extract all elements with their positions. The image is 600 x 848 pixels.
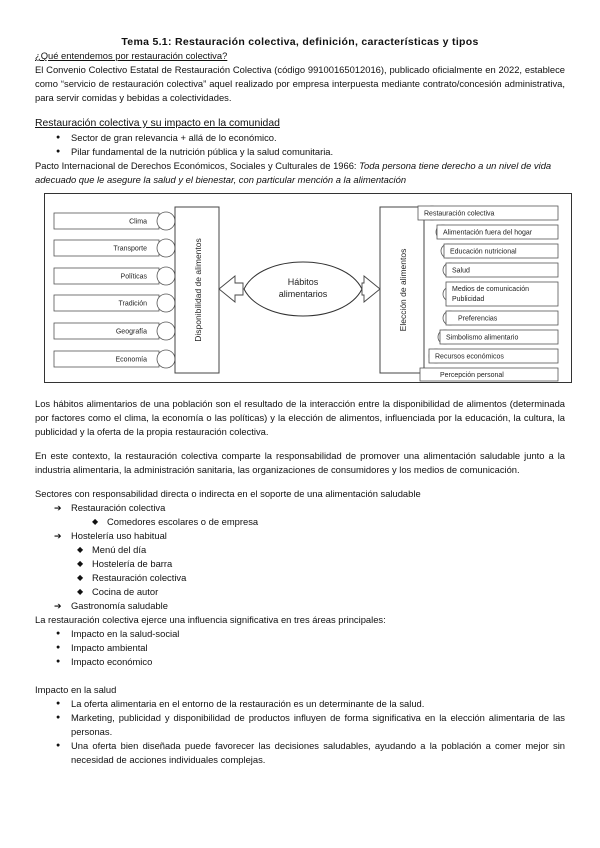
right-factor-label: Medios de comunicación <box>452 286 530 293</box>
document-page <box>35 36 565 767</box>
list-item: ➔ Gastronomía saludable <box>35 599 565 613</box>
pacto-paragraph <box>35 159 565 187</box>
salud-list <box>35 697 565 767</box>
right-factor-recursos <box>429 349 558 363</box>
list-item: ◆ Menú del día <box>35 543 565 557</box>
right-factor-medios <box>443 282 558 306</box>
sectores-list <box>35 501 565 613</box>
right-factor-label: Simbolismo alimentario <box>446 334 519 342</box>
list-item: ➔ Restauración colectiva <box>35 501 565 515</box>
list-item: ◆ Hostelería de barra <box>35 557 565 571</box>
list-item: ◆ Comedores escolares o de empresa <box>35 515 565 529</box>
right-factor-educacion <box>441 244 558 258</box>
question-heading: ¿Qué entendemos por restauración colectiva? <box>35 50 228 61</box>
center-label-line1: Hábitos <box>287 277 319 287</box>
right-factor-label: Restauración colectiva <box>424 210 495 218</box>
list-item: ● Marketing, publicidad y disponibilidad de productos influyen de forma significativa en la elección alimentaria de las personas. <box>35 711 565 739</box>
pacto-quote: Toda persona tiene derecho a un nivel de vida adecuado que le asegure la salud y el bienestar, con particular mención a la alimentación <box>35 160 552 185</box>
section-heading-impacto-comunidad: Restauración colectiva y su impacto en la comunidad <box>35 118 280 129</box>
left-factor-clima <box>54 212 175 230</box>
left-factor-label: Tradición <box>118 300 147 308</box>
left-factor-geografia <box>54 322 175 340</box>
influencia-lead: La restauración colectiva ejerce una influencia significativa en tres áreas principales: <box>35 614 386 625</box>
right-factor-percepcion <box>420 368 558 381</box>
list-item: ● Impacto económico <box>35 655 565 669</box>
left-pillar-title: Disponibilidad de alimentos <box>193 238 203 342</box>
right-factor-preferencias <box>443 311 558 325</box>
pacto-lead: Pacto Internacional de Derechos Económicos, Sociales y Culturales de 1966: <box>35 160 360 171</box>
left-factor-transporte <box>54 239 175 257</box>
right-factor-label: Alimentación fuera del hogar <box>443 229 533 237</box>
list-item: ➔ Hostelería uso habitual <box>35 529 565 543</box>
right-factor-salud <box>443 263 558 277</box>
list-item: ◆ Cocina de autor <box>35 585 565 599</box>
left-factor-label: Transporte <box>113 245 147 253</box>
habits-diagram <box>44 193 572 383</box>
list-item: ● Impacto en la salud-social <box>35 627 565 641</box>
sectores-lead: Sectores con responsabilidad directa o indirecta en el soporte de una alimentación saludable <box>35 488 421 499</box>
left-factor-label: Geografía <box>115 328 147 336</box>
right-factor-label: Preferencias <box>458 315 498 323</box>
right-factor-restauracion <box>418 206 558 220</box>
right-factor-simbolismo <box>438 330 558 344</box>
left-factor-label: Clima <box>129 218 147 226</box>
list-item: ● La oferta alimentaria en el entorno de la restauración es un determinante de la salud. <box>35 697 565 711</box>
right-factor-label: Salud <box>452 267 470 275</box>
left-factor-economia <box>54 350 175 368</box>
contexto-paragraph: En este contexto, la restauración colectiva comparte la responsabilidad de promover una alimentación saludable junto a la industria alimentaria, la administración sanitaria, las organizaciones de consumidores y los medios de comunicación. <box>35 450 565 475</box>
left-factor-label: Economía <box>115 356 147 364</box>
right-factor-label: Percepción personal <box>440 372 504 379</box>
list-item: ● Pilar fundamental de la nutrición pública y la salud comunitaria. <box>35 145 565 159</box>
right-factor-label: Educación nutricional <box>450 248 517 256</box>
list-item: ● Impacto ambiental <box>35 641 565 655</box>
definition-paragraph: El Convenio Colectivo Estatal de Restauración Colectiva (código 99100165012016), publicado oficialmente en 2022, establece como “servicio de restauración colectiva” aquel realizado por empresa interpuesta mediante contrato/concesión administrativa, para servir comidas y bebidas a colectividades. <box>35 64 565 103</box>
habitos-paragraph: Los hábitos alimentarios de una población son el resultado de la interacción entre la disponibilidad de alimentos (determinada por factores como el clima, la economía o las políticas) y la elección de alimentos, influenciada por la educación, la cultura, la publicidad y la oferta de la propia restauración colectiva. <box>35 398 565 437</box>
diagram-svg <box>44 193 572 383</box>
left-factor-tradicion <box>54 294 175 312</box>
influencia-list <box>35 627 565 669</box>
left-factor-politicas <box>54 267 175 285</box>
right-factor-label: Recursos económicos <box>435 353 504 361</box>
list-item: ◆ Restauración colectiva <box>35 571 565 585</box>
right-pillar-title: Elección de alimentos <box>398 248 408 332</box>
page-title: Tema 5.1: Restauración colectiva, definición, características y tipos <box>121 36 479 48</box>
list-item: ● Sector de gran relevancia + allá de lo económico. <box>35 131 565 145</box>
right-pillar <box>380 207 424 373</box>
comunidad-bullets <box>35 131 565 159</box>
right-factor-label: Publicidad <box>452 296 485 303</box>
left-factor-label: Políticas <box>120 273 147 281</box>
right-factor-fuera-hogar <box>436 225 558 239</box>
section-heading-impacto-salud: Impacto en la salud <box>35 684 117 695</box>
left-pillar <box>175 207 219 373</box>
list-item: ● Una oferta bien diseñada puede favorecer las decisiones saludables, ayudando a la población a comer mejor sin necesidad de acciones individuales complejas. <box>35 739 565 767</box>
center-label-line2: alimentarios <box>278 289 328 299</box>
